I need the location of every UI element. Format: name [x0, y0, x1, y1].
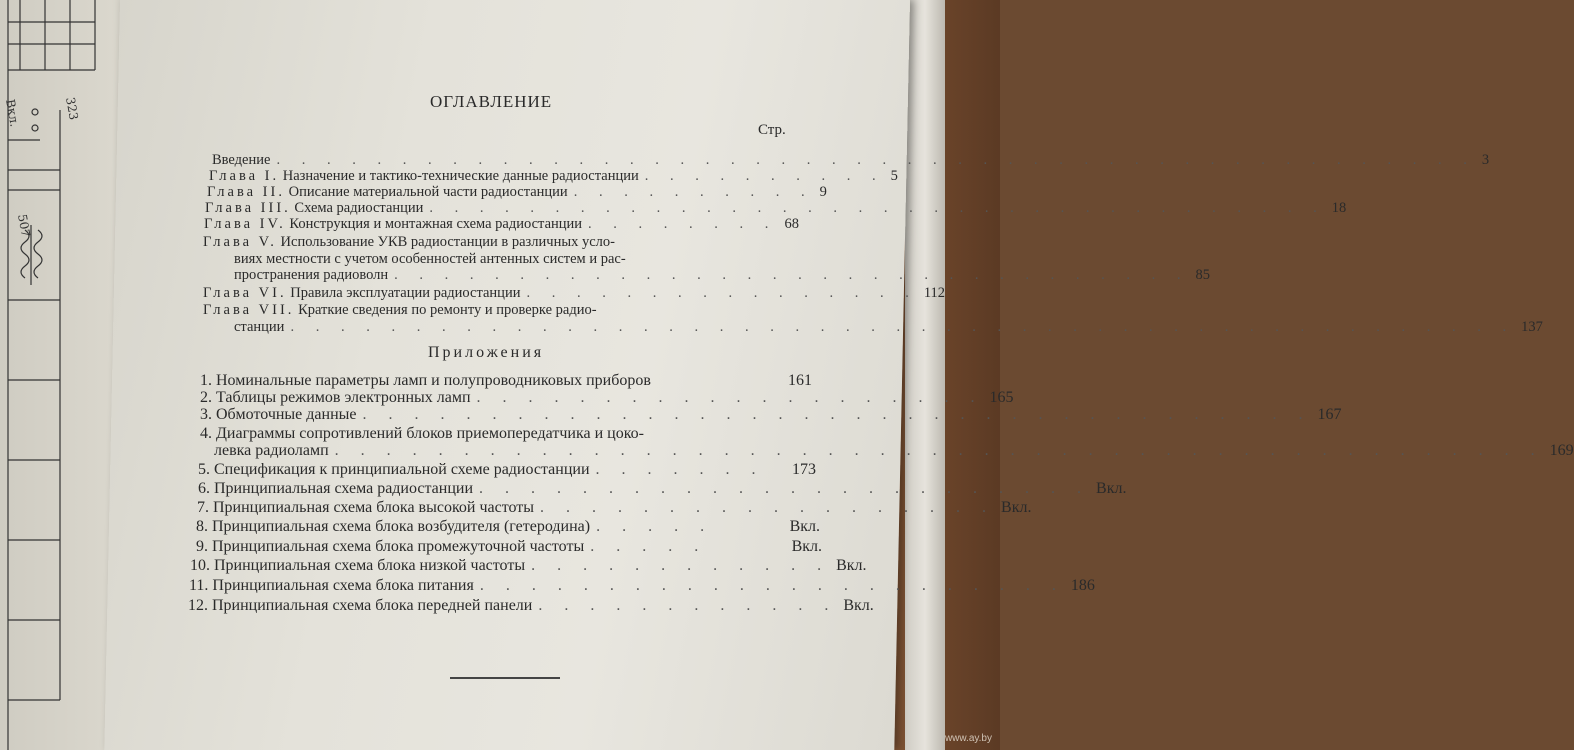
closing-rule	[450, 677, 560, 679]
toc-row-end[interactable]	[234, 267, 1211, 284]
toc-page-number: 68	[784, 216, 799, 232]
leader-dots: . . . . . . . .	[588, 216, 778, 232]
leader-dots: . . . . . . . . . . . . . . . .	[526, 285, 918, 301]
appendix-page-number: 167	[1317, 406, 1342, 423]
toc-text: Введение	[212, 152, 271, 168]
leader-dots: . . . . . . . . . .	[573, 184, 814, 200]
page-column-header: Стр.	[758, 122, 786, 138]
appendix-text: Спецификация к принципиальной схеме радиостанции	[214, 461, 590, 478]
toc-chapter-prefix: Глава IV.	[204, 216, 286, 232]
toc-text: Описание материальной части радиостанции	[288, 184, 568, 200]
appendix-row[interactable]	[200, 372, 812, 390]
leader-dots: . . . . . . . . . . . . . . . . . . . . . . . .	[479, 480, 1091, 497]
schematic-label-323: 323	[63, 96, 81, 122]
toc-text: Правила эксплуатации радиостанции	[290, 285, 521, 301]
appendix-page-number: Вкл.	[1001, 499, 1032, 516]
page-title: ОГЛАВЛЕНИЕ	[430, 92, 553, 111]
appendix-number: 5.	[198, 461, 210, 478]
appendix-row[interactable]	[198, 480, 1127, 498]
toc-row-multiline[interactable]	[203, 234, 615, 251]
leader-dots: . . . . . . . . . . . . . . . . . . . . . . . . . . . . . . . . . . . .	[429, 200, 1326, 216]
watermark: www.ay.by	[944, 733, 992, 744]
appendix-text: Принципиальная схема радиостанции	[214, 480, 474, 497]
toc-chapter-prefix: Глава III.	[205, 200, 291, 216]
leader-dots: . . . . . . . . . . . . . . . . . . . . . . .	[479, 577, 1065, 594]
toc-chapter-prefix: Глава VII.	[203, 302, 295, 318]
appendix-row[interactable]	[188, 597, 874, 615]
toc-chapter-prefix: Глава V.	[203, 234, 277, 250]
toc-page-number: 137	[1521, 319, 1543, 335]
toc-row[interactable]	[203, 285, 946, 302]
appendix-text: Принципиальная схема блока низкой частоты	[214, 557, 526, 574]
toc-row-end[interactable]	[234, 319, 1543, 336]
appendix-number: 10.	[190, 557, 210, 574]
toc-row[interactable]	[204, 216, 799, 233]
toc-text: Схема радиостанции	[294, 200, 424, 216]
appendix-number: 7.	[197, 499, 209, 516]
leader-dots: . . . . . . . . . . . . . . . . . .	[540, 499, 996, 516]
toc-row[interactable]	[209, 168, 898, 185]
appendix-number: 4.	[200, 425, 212, 442]
toc-page-number: 18	[1331, 200, 1347, 216]
appendix-number: 1.	[200, 372, 212, 389]
appendix-title: Приложения	[428, 344, 545, 361]
leader-dots: . . . . . . . . . . . . . . . . . . . . . . . . . . . . . . . . . . . . . . . . . . . . . . . . .	[290, 319, 1516, 335]
appendix-row[interactable]	[200, 389, 1014, 407]
toc-text: Использование УКВ радиостанции в различных усло-	[280, 234, 615, 250]
appendix-number: 9.	[196, 538, 208, 555]
appendix-text: Обмоточные данные	[216, 406, 357, 423]
toc-text-continuation: станции	[234, 319, 285, 335]
appendix-page-number: Вкл.	[836, 557, 867, 574]
appendix-page-number: 173	[792, 461, 816, 478]
toc-chapter-prefix: Глава VI.	[203, 285, 287, 301]
toc-text-continuation: виях местности с учетом особенностей антенных систем и рас-	[234, 251, 626, 267]
appendix-number: 2.	[200, 389, 212, 406]
toc-row[interactable]	[212, 152, 1490, 169]
appendix-text: Таблицы режимов электронных ламп	[216, 389, 471, 406]
leader-dots: . . . . . . .	[595, 461, 765, 478]
appendix-text-continuation: левка радиоламп	[214, 442, 329, 459]
appendix-text: Принципиальная схема блока возбудителя (гетеродина)	[212, 518, 591, 535]
appendix-page-number: Вкл.	[843, 597, 874, 614]
leader-dots: . . . . . . . . . . . .	[531, 557, 831, 574]
toc-page-number: 85	[1195, 267, 1211, 283]
leader-dots: . . . . . . . . . . . . . . . . . . . . . . . . . . . . . . . . . . . . .	[362, 406, 1312, 423]
toc-page-number: 9	[819, 184, 827, 200]
leader-dots: . . . . .	[590, 538, 708, 555]
toc-text: Конструкция и монтажная схема радиостанции	[289, 216, 583, 232]
appendix-page-number: Вкл.	[791, 538, 822, 555]
appendix-text: Принципиальная схема блока высокой частоты	[213, 499, 535, 516]
appendix-text: Номинальные параметры ламп и полупроводниковых приборов	[216, 372, 651, 389]
appendix-text: Диаграммы сопротивлений блоков приемопередатчика и цоко-	[216, 425, 644, 442]
appendix-page-number: 169	[1549, 442, 1574, 459]
appendix-row[interactable]	[190, 557, 867, 575]
appendix-text: Принципиальная схема блока промежуточной частоты	[212, 538, 585, 555]
appendix-row[interactable]	[197, 499, 1032, 517]
appendix-number: 11.	[189, 577, 209, 594]
appendix-page-number: 186	[1070, 577, 1095, 594]
toc-chapter-prefix: Глава II.	[207, 184, 285, 200]
leader-dots: . . . . . . . . . . . .	[538, 597, 838, 614]
appendix-text: Принципиальная схема блока питания	[212, 577, 474, 594]
appendix-row[interactable]	[200, 406, 1342, 424]
appendix-row[interactable]	[198, 461, 816, 479]
appendix-number: 8.	[196, 518, 208, 535]
toc-page-number: 5	[890, 168, 898, 184]
appendix-page-number: 161	[788, 372, 812, 389]
leader-dots: . . . . . . . . . . . . . . . . . . . . . . . . . . . . . . . . . . . . . . . . . . . . . . . .	[276, 152, 1476, 168]
appendix-row[interactable]	[189, 577, 1095, 595]
toc-row[interactable]	[205, 200, 1347, 217]
toc-text-continuation: пространения радиоволн	[234, 267, 389, 283]
leader-dots: . . . . . . . . . . . . . . . . . . . . . . . . . . . . . . . . . . . . . . . . . . . . . . .	[334, 442, 1544, 459]
appendix-row-multiline[interactable]	[200, 425, 644, 443]
schematic-label-vkl: Вкл.	[3, 98, 22, 128]
toc-chapter-prefix: Глава I.	[209, 168, 280, 184]
toc-page-number: 112	[923, 285, 946, 301]
appendix-row-end[interactable]	[214, 442, 1574, 460]
leader-dots: . . . . . . . . . . . . . . . . . . . .	[476, 389, 984, 406]
appendix-page-number: Вкл.	[1096, 480, 1127, 497]
toc-text: Назначение и тактико-технические данные радиостанции	[282, 168, 639, 184]
appendix-row[interactable]	[196, 538, 822, 556]
appendix-number: 12.	[188, 597, 208, 614]
toc-text: Краткие сведения по ремонту и проверке радио-	[298, 302, 597, 318]
leader-dots: . . . . .	[596, 518, 714, 535]
appendix-page-number: 165	[989, 389, 1014, 406]
appendix-text: Принципиальная схема блока передней панели	[212, 597, 533, 614]
leader-dots: . . . . . . . . . . . . . . . . . . . . . . . . . . . . . . . .	[394, 267, 1190, 283]
appendix-row[interactable]	[196, 518, 820, 536]
schematic-label-507: 507	[15, 213, 33, 239]
appendix-page-number: Вкл.	[789, 518, 820, 535]
appendix-number: 6.	[198, 480, 210, 497]
toc-row-multiline[interactable]	[203, 302, 597, 319]
leader-dots: . . . . . . . . . .	[644, 168, 885, 184]
toc-row[interactable]	[207, 184, 827, 201]
toc-page-number: 3	[1481, 152, 1490, 168]
appendix-number: 3.	[200, 406, 212, 423]
